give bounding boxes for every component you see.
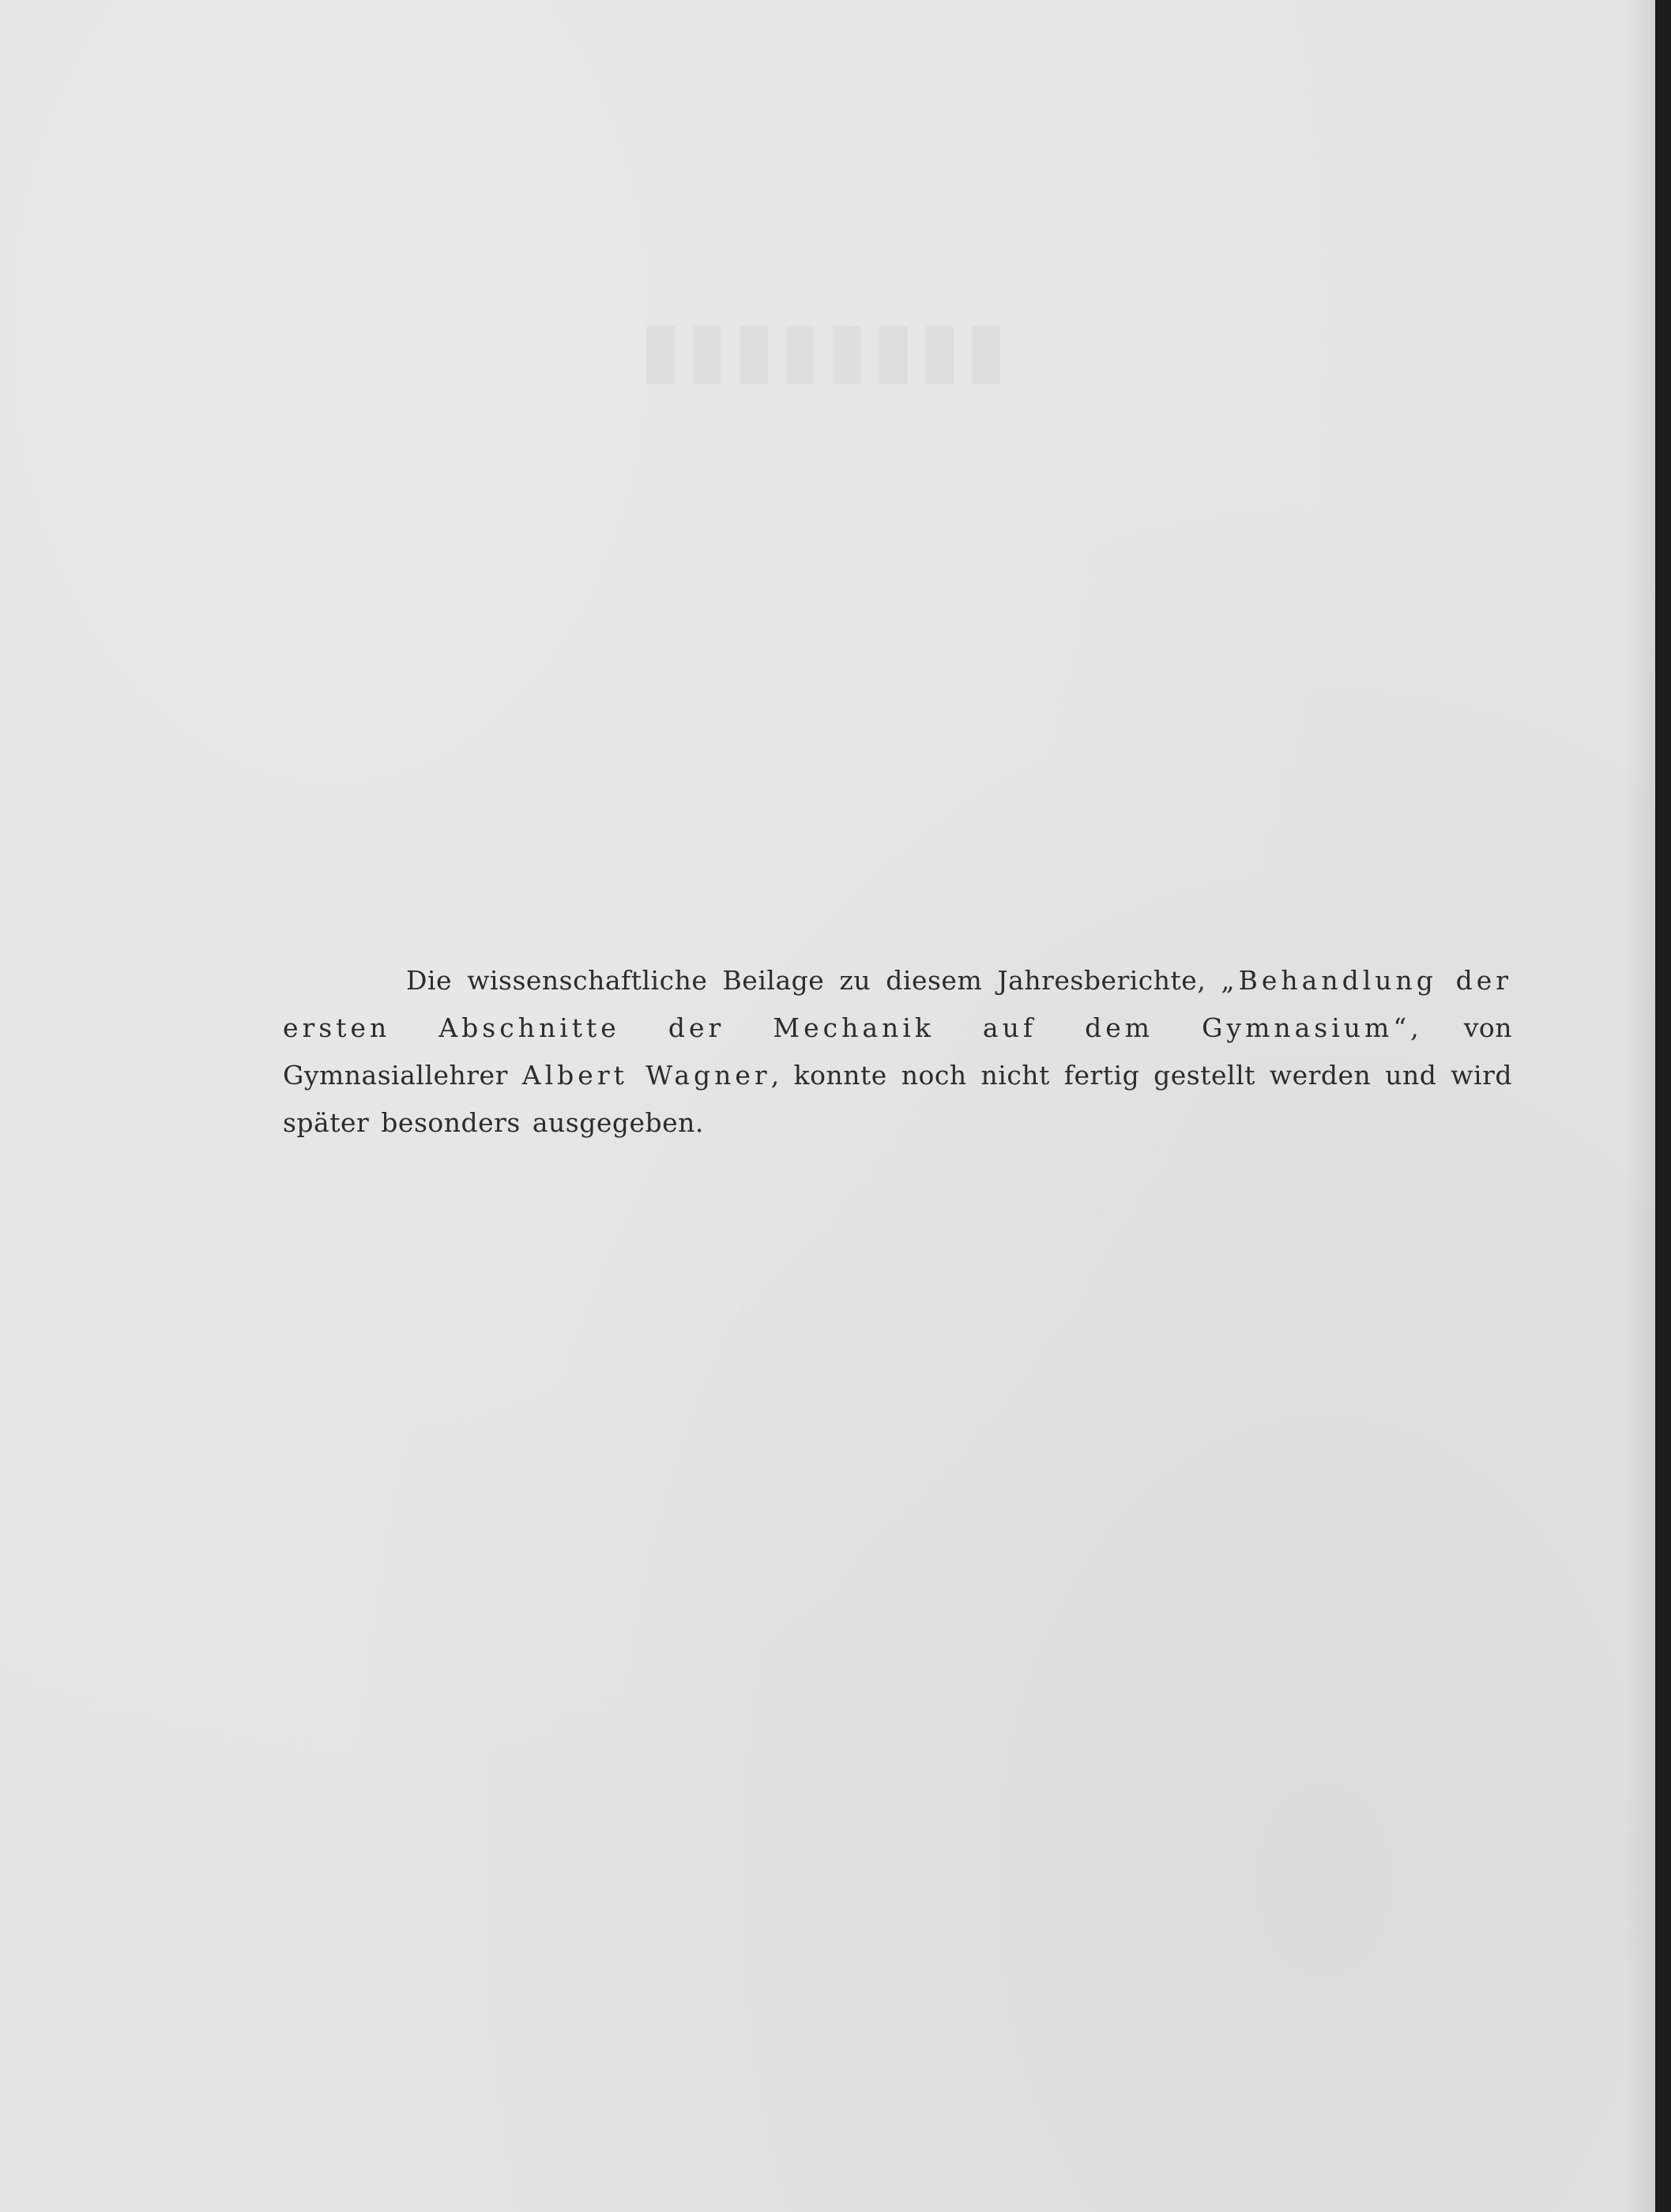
notice-text-part1: Die wissenschaftliche Beilage zu diesem Jahresberichte,: [406, 965, 1221, 996]
show-through-text: ▮▮▮▮▮▮▮▮: [640, 304, 1012, 393]
notice-essay-title: „Behandlung der ersten Abschnitte der Mechanik auf dem Gymnasium“: [283, 965, 1512, 1043]
notice-paragraph: [283, 957, 1512, 1147]
notice-author-name: Albert Wagner: [521, 1060, 771, 1091]
notice-text-part2: , von Gymnasiallehrer: [283, 1012, 1512, 1091]
notice-text-part3: , konnte noch nicht fertig gestellt werden und wird später besonders ausgegeben.: [283, 1060, 1512, 1138]
page-edge-shadow: [1624, 0, 1655, 2212]
